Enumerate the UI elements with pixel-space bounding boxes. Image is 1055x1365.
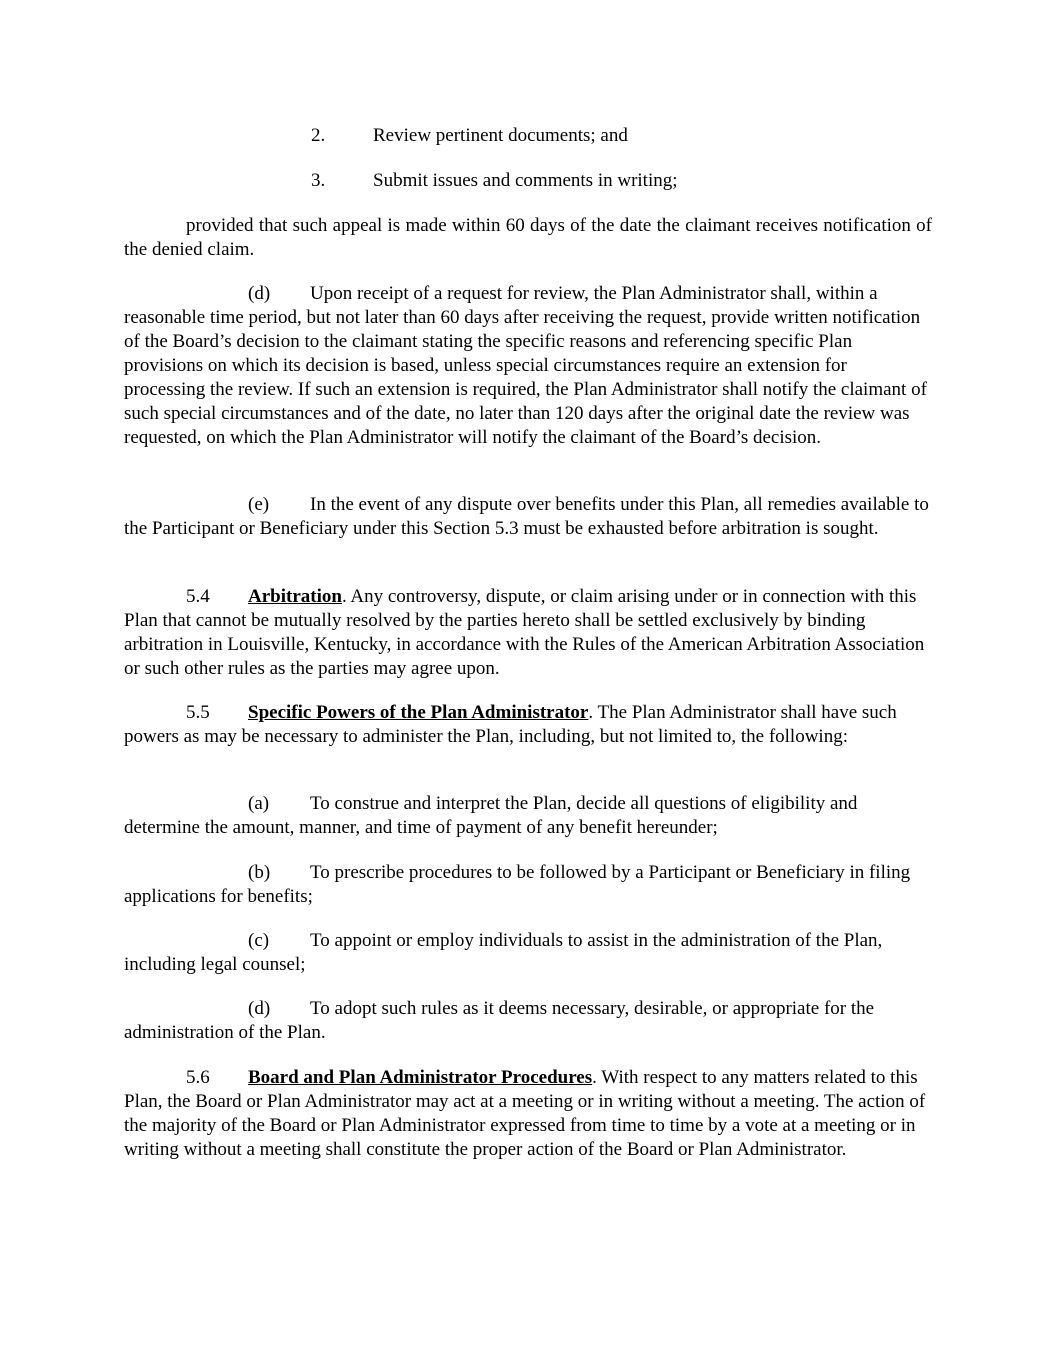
subsection-text: Upon receipt of a request for review, the Plan Administrator shall, within a reasonable time period, but not later than 60 days after receiving the request, provide written notification of the Board’s decision to the claimant stating the specific reasons and referencing specific Plan provisions on which its decision is based, unless special circumstances require an extension for processing the review. If such an extension is required, the Plan Administrator shall notify the claimant of such special circumstances and of the date, no later than 120 days after the original date the review was requested, on which the Plan Administrator will notify the claimant of the Board’s decision. — [124, 283, 927, 448]
power-text: To construe and interpret the Plan, decide all questions of eligibility and determine the amount, manner, and time of payment of any benefit hereunder; — [124, 793, 858, 838]
power-text: To prescribe procedures to be followed by a Participant or Beneficiary in filing applications for benefits; — [124, 862, 911, 907]
power-label: (d) — [248, 998, 271, 1019]
section-number: 5.6 — [186, 1067, 210, 1088]
power-item-a — [124, 792, 932, 840]
section-5-4-paragraph — [124, 585, 932, 681]
list-item — [311, 169, 678, 193]
list-item-text: Review pertinent documents; and — [373, 125, 628, 146]
section-heading: Board and Plan Administrator Procedures — [248, 1067, 593, 1088]
section-heading: Specific Powers of the Plan Administrator — [248, 702, 589, 723]
subsection-text: In the event of any dispute over benefits under this Plan, all remedies available to the Participant or Beneficiary under this Section 5.3 must be exhausted before arbitration is sought. — [124, 494, 929, 539]
subsection-e-paragraph — [124, 493, 932, 541]
list-item-text: Submit issues and comments in writing; — [373, 170, 678, 191]
section-number: 5.4 — [186, 586, 210, 607]
section-5-5-paragraph — [124, 701, 932, 749]
power-label: (b) — [248, 862, 271, 883]
section-number: 5.5 — [186, 702, 210, 723]
power-label: (a) — [248, 793, 270, 814]
section-text: . With respect to any matters related to this Plan, the Board or Plan Administrator may act at a meeting or in writing without a meeting. The action of the majority of the Board or Plan Administrator expressed from time to time by a vote at a meeting or in writing without a meeting shall constitute the proper action of the Board or Plan Administrator. — [124, 1067, 926, 1160]
section-text: . The Plan Administrator shall have such powers as may be necessary to administer the Plan, including, but not limited to, the following: — [124, 702, 897, 747]
section-text: . Any controversy, dispute, or claim arising under or in connection with this Plan that cannot be mutually resolved by the parties hereto shall be settled exclusively by binding arbitration in Louisville, Kentucky, in accordance with the Rules of the American Arbitration Association or such other rules as the parties may agree upon. — [124, 586, 925, 679]
section-heading: Arbitration — [248, 586, 342, 607]
power-item-d — [124, 997, 932, 1045]
list-item-number: 2. — [311, 125, 326, 146]
section-5-6-paragraph — [124, 1066, 932, 1162]
list-item-number: 3. — [311, 170, 326, 191]
power-text: To appoint or employ individuals to assist in the administration of the Plan, including legal counsel; — [124, 930, 883, 975]
list-item — [311, 124, 628, 148]
subsection-d-paragraph — [124, 282, 932, 450]
power-item-b — [124, 861, 932, 909]
subsection-label: (e) — [248, 494, 270, 515]
power-text: To adopt such rules as it deems necessary, desirable, or appropriate for the administration of the Plan. — [124, 998, 875, 1043]
power-item-c — [124, 929, 932, 977]
proviso-paragraph: provided that such appeal is made within 60 days of the date the claimant receives notification of the denied claim. — [124, 215, 932, 260]
subsection-label: (d) — [248, 283, 271, 304]
power-label: (c) — [248, 930, 270, 951]
